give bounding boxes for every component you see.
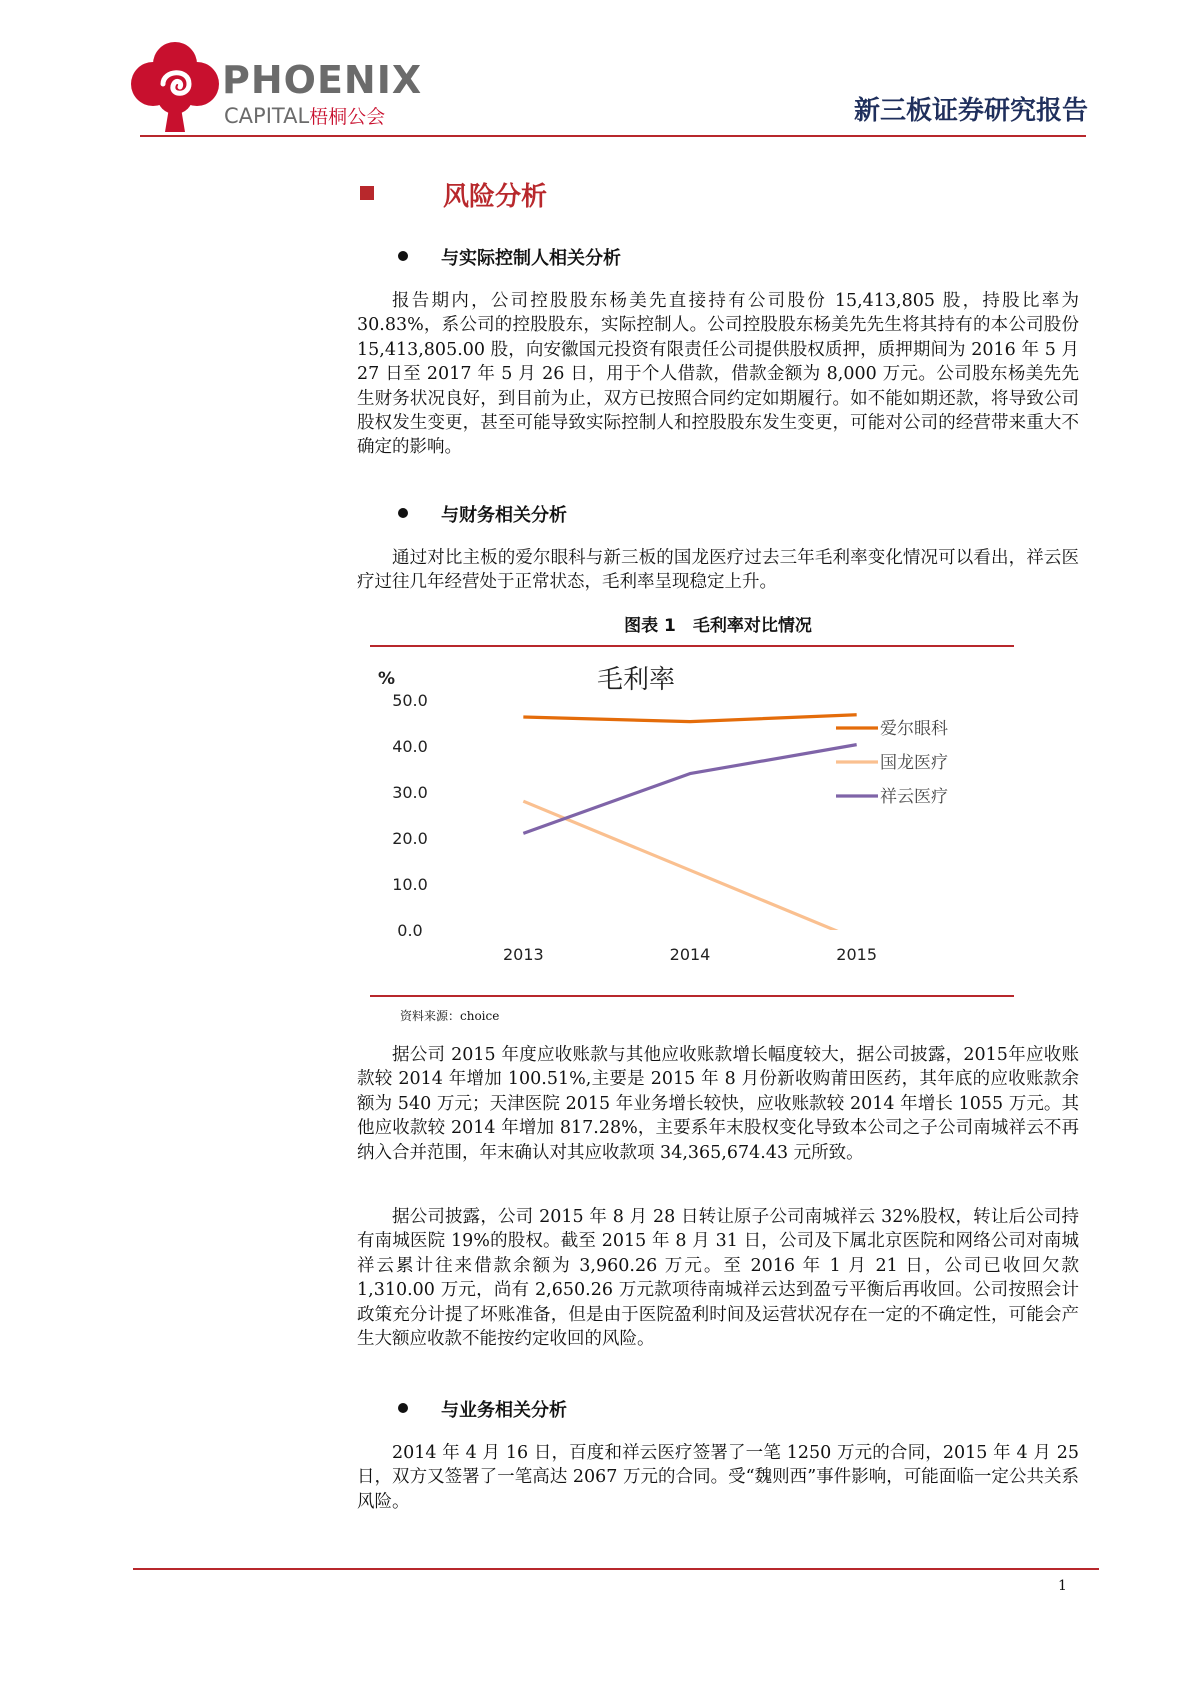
logo-subtitle bbox=[224, 102, 385, 129]
logo-wordmark: PHOENIX bbox=[222, 58, 423, 102]
chart-legend-label-2: 国龙医疗 bbox=[880, 753, 948, 773]
chart-x-tick-label: 2013 bbox=[502, 945, 544, 964]
logo-subtitle-en: CAPITAL bbox=[224, 104, 310, 128]
paragraph-business-risk: 2014 年 4 月 16 日，百度和祥云医疗签署了一笔 1250 万元的合同，2015 年 4 月 25 日，双方又签署了一笔高达 2067 万元的合同。受“魏则西”事件影响，可能面临一定公共关系风险。 bbox=[357, 1443, 1079, 1512]
section-square-icon bbox=[360, 186, 374, 200]
subsection-title-finance: 与财务相关分析 bbox=[441, 505, 567, 526]
chart-series-line-1 bbox=[523, 715, 856, 722]
chart-y-tick-label: 0.0 bbox=[397, 921, 423, 940]
chart-legend-label-3: 祥云医疗 bbox=[880, 787, 948, 807]
chart-series-line-2 bbox=[523, 801, 856, 939]
figure-top-divider bbox=[370, 645, 1014, 647]
chart-y-tick-label: 20.0 bbox=[392, 829, 428, 848]
paragraph-equity-transfer: 据公司披露，公司 2015 年 8 月 28 日转让原子公司南城祥云 32%股权，转让后公司持有南城医院 19%的股权。截至 2015 年 8 月 31 日，公司及下属北京医院和网络公司对南城祥云累计往来借款余额为 3,960.26 万元。至 2016 年 1 月 21 日，公司已收回欠款 1,310.00 万元，尚有 2,650.26 万元款项待南城祥云达到盈亏平衡后再收回。公司按照会计政策充分计提了坏账准备，但是由于医院盈利时间及运营状况存在一定的不确定性，可能会产生大额应收款不能按约定收回的风险。 bbox=[357, 1207, 1079, 1350]
logo-subtitle-cn: 梧桐公会 bbox=[309, 106, 386, 128]
bullet-icon bbox=[398, 251, 408, 261]
bullet-icon bbox=[398, 508, 408, 518]
chart-series-line-3 bbox=[523, 745, 856, 834]
chart-x-tick-label: 2015 bbox=[836, 945, 878, 964]
subsection-title-business: 与业务相关分析 bbox=[441, 1400, 567, 1421]
chart-y-tick-label: 10.0 bbox=[392, 875, 428, 894]
paragraph-margin-intro: 通过对比主板的爱尔眼科与新三板的国龙医疗过去三年毛利率变化情况可以看出，祥云医疗过往几年经营处于正常状态，毛利率呈现稳定上升。 bbox=[357, 548, 1079, 593]
chart-y-tick-label: 30.0 bbox=[392, 783, 428, 802]
chart-y-tick-label: 50.0 bbox=[392, 691, 428, 710]
phoenix-capital-logo-icon bbox=[125, 34, 225, 134]
header-divider bbox=[140, 135, 1086, 137]
chart-title: 毛利率 bbox=[596, 665, 676, 695]
paragraph-receivables: 据公司 2015 年度应收账款与其他应收账款增长幅度较大，据公司披露，2015年应收账款较 2014 年增加 100.51%,主要是 2015 年 8 月份新收购莆田医药，其年底的应收账款余额为 540 万元；天津医院 2015 年业务增长较快，应收账款较 2014 年增长 1055 万元。其他应收款较 2014 年增加 817.28%，主要系年末股权变化导致本公司之子公司南城祥云不再纳入合并范围，年末确认对其应收款项 34,365,674.43 元所致。 bbox=[357, 1045, 1079, 1163]
subsection-title-controller: 与实际控制人相关分析 bbox=[441, 248, 621, 269]
gross-margin-chart bbox=[370, 650, 1014, 995]
figure-bottom-divider bbox=[370, 995, 1014, 997]
paragraph-controller-risk: 报告期内，公司控股股东杨美先直接持有公司股份 15,413,805 股，持股比率为 30.83%，系公司的控股股东，实际控制人。公司控股股东杨美先先生将其持有的本公司股份 15,413,805.00 股，向安徽国元投资有限责任公司提供股权质押，质押期间为 2016 年 5 月 27 日至 2017 年 5 月 26 日，用于个人借款，借款金额为 8,000 万元。公司股东杨美先先生财务状况良好，到目前为止，双方已按照合同约定如期履行。如不能如期还款，将导致公司股权发生变更，甚至可能导致实际控制人和控股股东发生变更，可能对公司的经营带来重大不确定的影响。 bbox=[357, 291, 1079, 458]
report-title: 新三板证券研究报告 bbox=[853, 96, 1088, 126]
chart-y-tick-label: 40.0 bbox=[392, 737, 428, 756]
chart-legend-label-1: 爱尔眼科 bbox=[880, 719, 948, 739]
footer-divider bbox=[133, 1568, 1099, 1570]
bullet-icon bbox=[398, 1403, 408, 1413]
page-number: 1 bbox=[1058, 1578, 1067, 1594]
figure-source: 资料来源：choice bbox=[400, 1009, 500, 1023]
figure-caption: 图表 1 毛利率对比情况 bbox=[624, 616, 812, 636]
section-title: 风险分析 bbox=[443, 182, 548, 212]
chart-y-unit: % bbox=[378, 669, 396, 689]
chart-x-tick-label: 2014 bbox=[669, 945, 711, 964]
